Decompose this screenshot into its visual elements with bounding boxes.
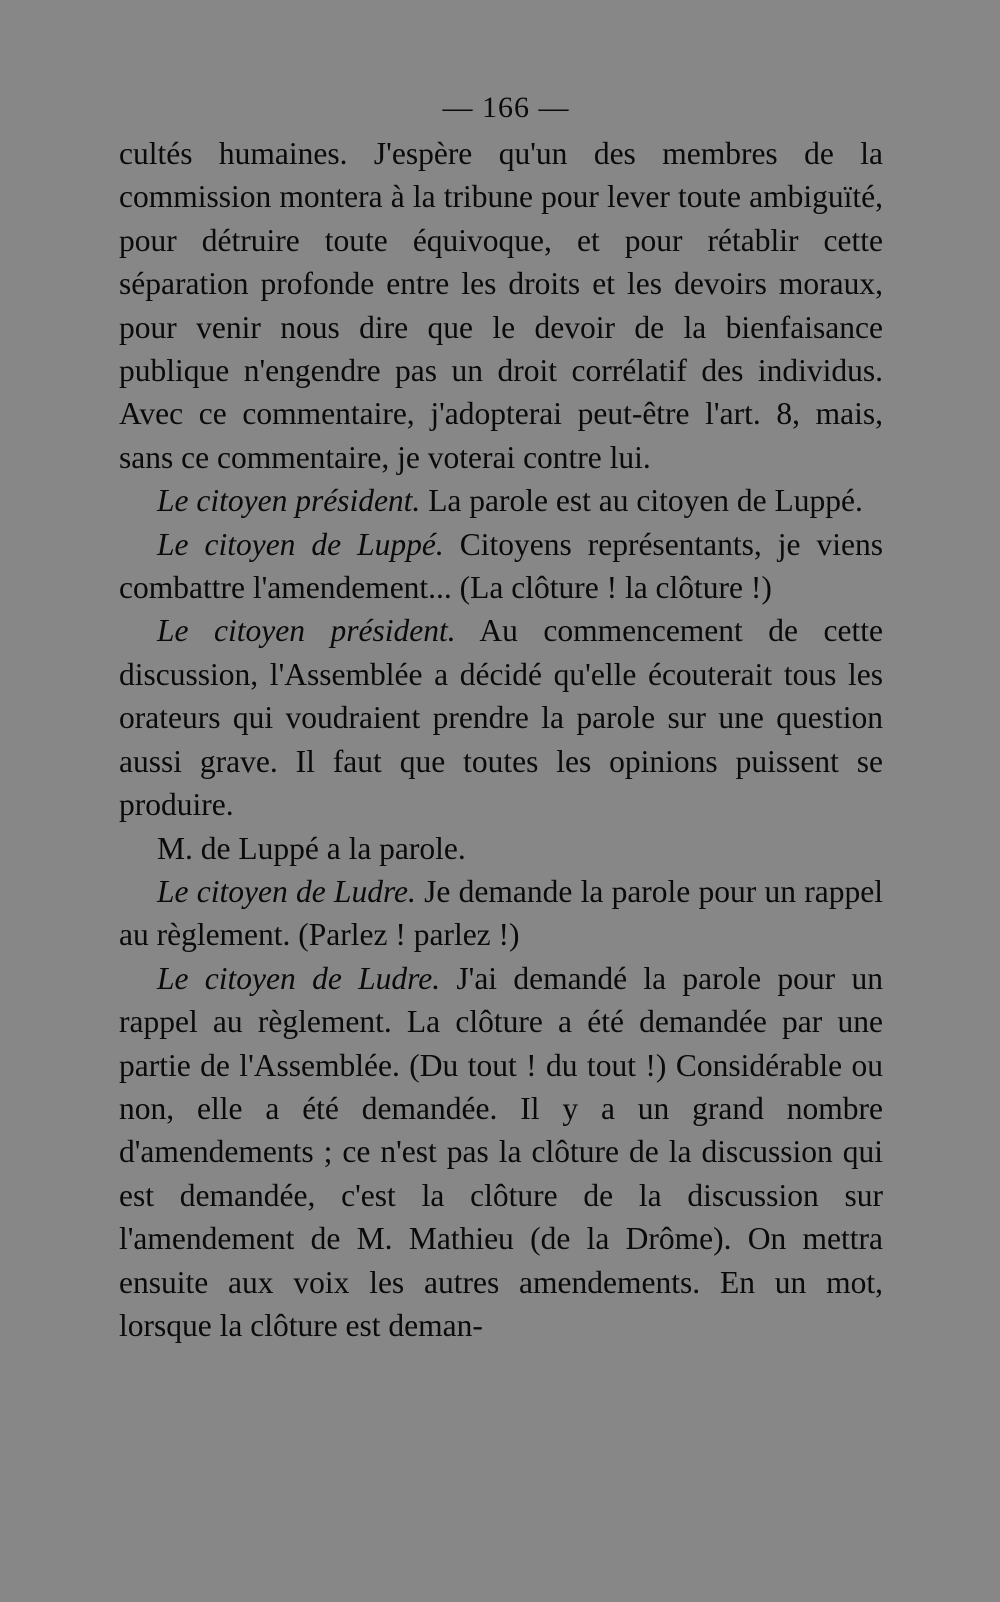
paragraph-6 <box>119 870 883 957</box>
paragraph-4 <box>119 609 883 826</box>
paragraph-text: Citoyens représentants, je viens combattre l'amendement... (La clôture ! la clôture !) <box>119 526 883 606</box>
paragraph-1 <box>119 132 883 479</box>
paragraph-text: J'ai demandé la parole pour un rappel au règlement. La clôture a été demandée par une partie de l'Assemblée. (Du tout ! du tout !) Considérable ou non, elle a été demandée. Il y a un grand nombre d'amendements ; ce n'est pas la clôture de la discussion qui est demandée, c'est la clôture de la discussion sur l'amendement de M. Mathieu (de la Drôme). On mettra ensuite aux voix les autres amendements. En un mot, lorsque la clôture est deman- <box>119 960 883 1343</box>
speaker-name: Le citoyen de Ludre. <box>157 960 441 996</box>
paragraph-text: cultés humaines. J'espère qu'un des membres de la commission montera à la tribune pour lever toute ambiguïté, pour détruire toute équivoque, et pour rétablir cette séparation profonde entre les droits et les devoirs moraux, pour venir nous dire que le devoir de la bienfaisance publique n'engendre pas un droit corrélatif des individus. Avec ce commentaire, j'adopterai peut-être l'art. 8, mais, sans ce commentaire, je voterai contre lui. <box>119 136 883 475</box>
document-page <box>119 88 883 1578</box>
speaker-name: Le citoyen de Ludre. <box>157 873 416 909</box>
paragraph-text: Au commencement de cette discussion, l'Assemblée a décidé qu'elle écouterait tous les orateurs qui voudraient prendre la parole sur une question aussi grave. Il faut que toutes les opinions puissent se produire. <box>119 613 883 823</box>
speaker-name: Le citoyen président. <box>157 613 456 649</box>
page-number: — 166 — <box>442 91 570 124</box>
paragraph-7 <box>119 957 883 1348</box>
paragraph-text: La parole est au citoyen de Luppé. <box>420 483 863 519</box>
speaker-name: Le citoyen de Luppé. <box>157 526 444 562</box>
paragraph-3 <box>119 523 883 610</box>
paragraph-text: M. de Luppé a la parole. <box>157 830 466 866</box>
paragraph-5 <box>119 827 883 870</box>
paragraph-text: Je demande la parole pour un rappel au règlement. (Parlez ! parlez !) <box>119 873 883 953</box>
speaker-name: Le citoyen président. <box>157 483 421 519</box>
paragraph-2 <box>119 479 883 522</box>
